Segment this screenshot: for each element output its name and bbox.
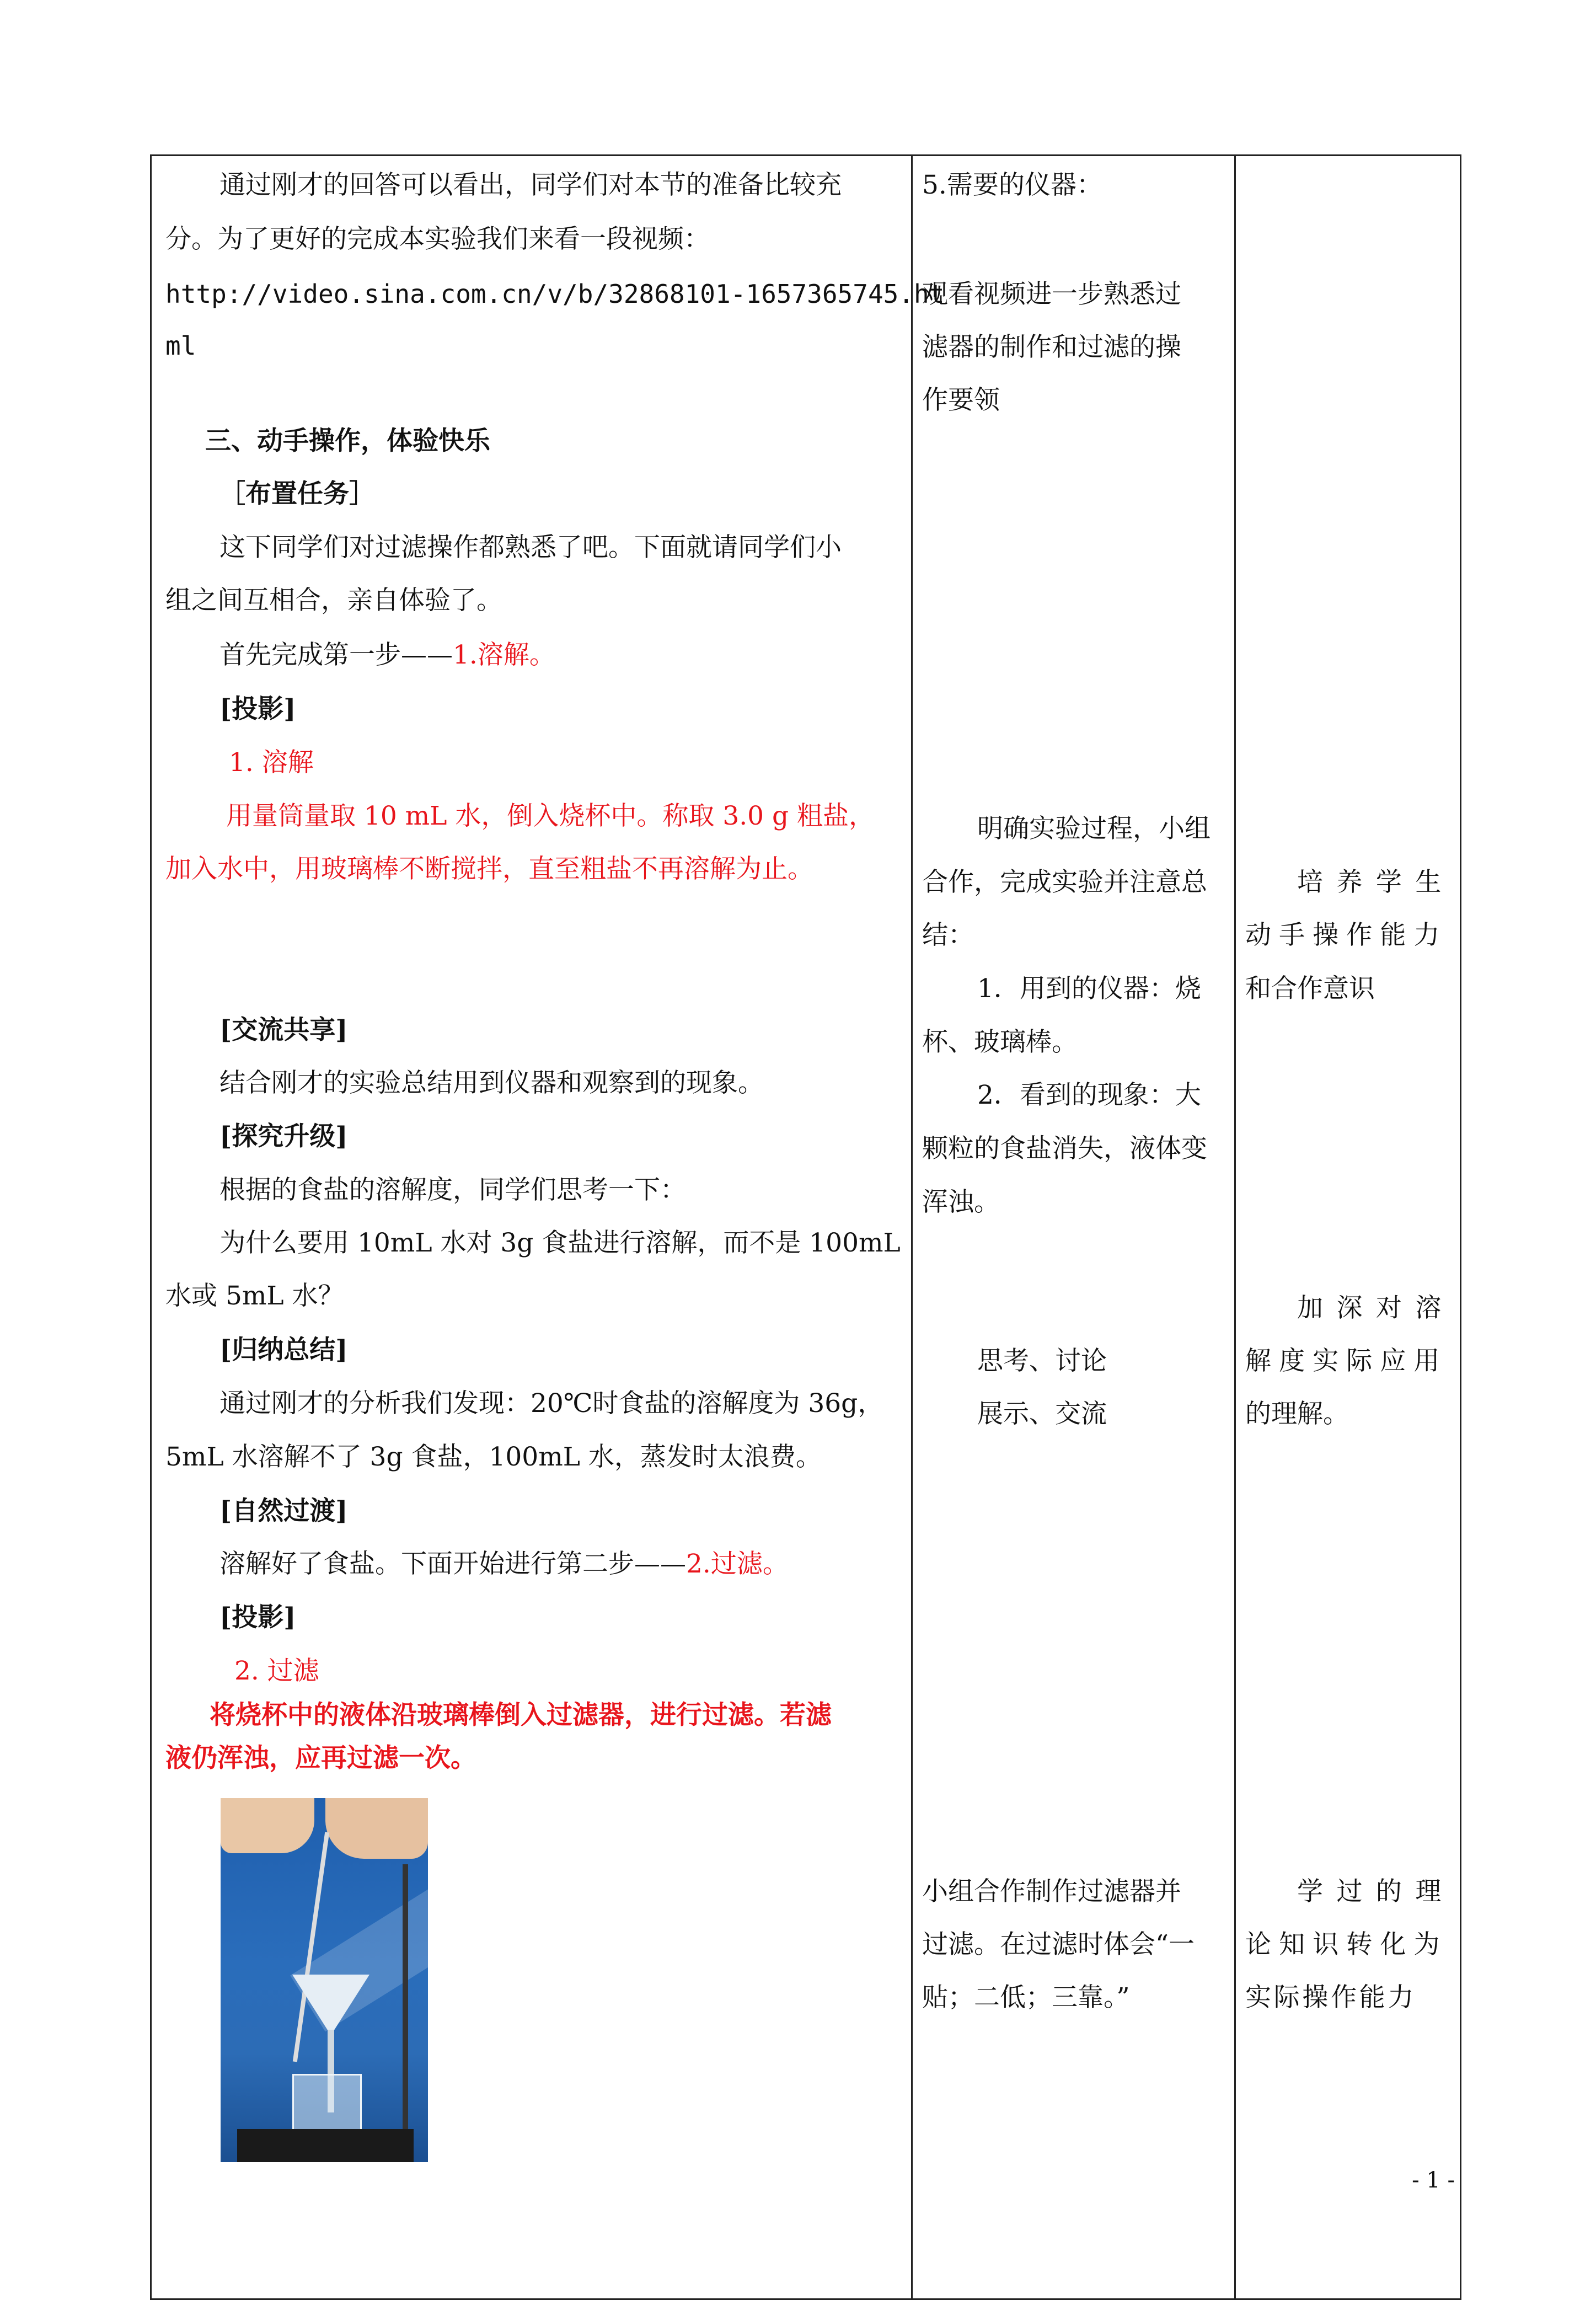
- step-two-line: [219, 1549, 789, 1580]
- step-two-highlight: 2.过滤。: [686, 1549, 789, 1579]
- instruments-used-line: 1．用到的仪器：烧: [977, 974, 1201, 1004]
- section-heading: 三、动手操作，体验快乐: [205, 426, 490, 456]
- step-two-prefix: 溶解好了食盐。下面开始进行第二步——: [219, 1549, 686, 1579]
- step-one-prefix: 首先完成第一步——: [219, 640, 453, 670]
- video-note-line: 作要领: [922, 385, 1000, 415]
- instruments-used-line: 杯、玻璃棒。: [922, 1027, 1078, 1057]
- process-note-line: 结：: [922, 920, 974, 950]
- share-heading: [交流共享]: [219, 1015, 348, 1045]
- intent-one-line: 培养学生: [1297, 867, 1455, 897]
- dissolve-title: 1. 溶解: [229, 747, 314, 778]
- intent-one-line: 动手操作能力: [1245, 920, 1448, 950]
- filter-title: 2. 过滤: [234, 1656, 319, 1686]
- task-text-line: 组之间互相合，亲自体验了。: [165, 585, 502, 616]
- summary-text-line: 通过刚才的分析我们发现：20℃时食盐的溶解度为 36g，: [219, 1388, 884, 1419]
- presentation-activity: 展示、交流: [977, 1399, 1107, 1429]
- video-link[interactable]: http://video.sina.com.cn/v/b/32868101-1657365745.ht: [165, 279, 945, 309]
- step-one-highlight: 1.溶解。: [453, 640, 555, 670]
- share-text: 结合刚才的实验总结用到仪器和观察到的现象。: [219, 1068, 764, 1098]
- task-text-line: 这下同学们对过滤操作都熟悉了吧。下面就请同学们小: [219, 532, 842, 563]
- process-note-line: 合作，完成实验并注意总: [922, 867, 1207, 897]
- video-note-line: 观看视频进一步熟悉过: [922, 279, 1181, 309]
- observation-line: 浑浊。: [922, 1187, 1000, 1217]
- group-work-line: 贴；二低；三靠。”: [922, 1982, 1130, 2013]
- observation-line: 2．看到的现象：大: [977, 1080, 1201, 1110]
- intro-text-line: 通过刚才的回答可以看出，同学们对本节的准备比较充: [219, 170, 842, 200]
- explore-text-line: 根据的食盐的溶解度，同学们思考一下：: [219, 1175, 686, 1205]
- intent-one-line: 和合作意识: [1245, 974, 1375, 1004]
- projection-heading: [投影]: [219, 1602, 296, 1633]
- process-note-line: 明确实验过程，小组: [977, 814, 1211, 844]
- table-top-border: [150, 154, 1461, 156]
- observation-line: 颗粒的食盐消失，液体变: [922, 1133, 1207, 1164]
- group-work-line: 过滤。在过滤时体会“一: [922, 1929, 1195, 1960]
- instrument-label: 5.需要的仪器：: [922, 170, 1102, 200]
- transition-heading: [自然过渡]: [219, 1496, 348, 1526]
- intro-text-line: 分。为了更好的完成本实验我们来看一段视频：: [165, 224, 710, 254]
- video-note-line: 滤器的制作和过滤的操: [922, 332, 1181, 362]
- dissolve-instruction-line: 加入水中，用玻璃棒不断搅拌，直至粗盐不再溶解为止。: [165, 854, 813, 884]
- table-left-border: [150, 154, 152, 2300]
- filtration-photo: [221, 1798, 428, 2162]
- table-divider-2: [1234, 154, 1236, 2300]
- dissolve-instruction-line: 用量筒量取 10 mL 水，倒入烧杯中。称取 3.0 g 粗盐，: [226, 801, 875, 831]
- filter-instruction-line: 将烧杯中的液体沿玻璃棒倒入过滤器，进行过滤。若滤: [210, 1700, 832, 1730]
- intent-three-line: 学过的理: [1297, 1876, 1455, 1907]
- video-link-continued[interactable]: ml: [165, 331, 196, 361]
- explore-heading: [探究升级]: [219, 1121, 348, 1152]
- group-work-line: 小组合作制作过滤器并: [922, 1876, 1181, 1907]
- intent-two-line: 解度实际应用: [1245, 1346, 1448, 1376]
- table-right-border: [1460, 154, 1461, 2300]
- filter-instruction-line: 液仍浑浊，应再过滤一次。: [165, 1743, 476, 1773]
- intent-three-line: 论知识转化为: [1245, 1929, 1448, 1960]
- intent-three-line: 实际操作能力: [1245, 1982, 1417, 2013]
- table-divider-1: [911, 154, 913, 2300]
- task-heading: ［布置任务］: [219, 479, 375, 509]
- discussion-activity: 思考、讨论: [977, 1346, 1107, 1376]
- explore-text-line: 水或 5mL 水？: [165, 1281, 344, 1311]
- summary-text-line: 5mL 水溶解不了 3g 食盐，100mL 水，蒸发时太浪费。: [165, 1442, 822, 1472]
- explore-text-line: 为什么要用 10mL 水对 3g 食盐进行溶解，而不是 100mL: [219, 1228, 901, 1258]
- summary-heading: [归纳总结]: [219, 1335, 348, 1365]
- page-number: - 1 -: [1412, 2168, 1455, 2193]
- intent-two-line: 加深对溶: [1297, 1293, 1455, 1323]
- step-one-line: [219, 640, 555, 671]
- projection-heading: [投影]: [219, 694, 296, 724]
- intent-two-line: 的理解。: [1245, 1399, 1349, 1429]
